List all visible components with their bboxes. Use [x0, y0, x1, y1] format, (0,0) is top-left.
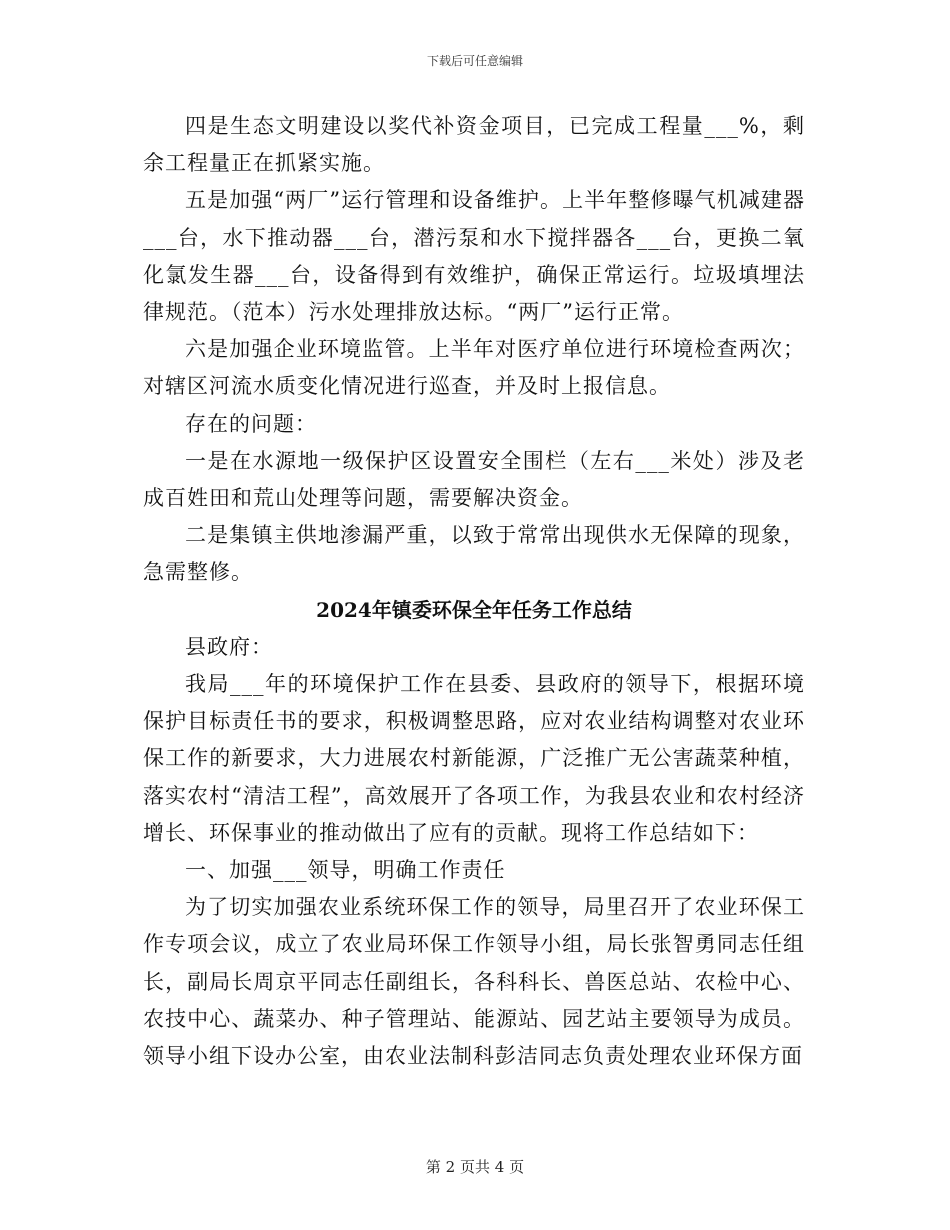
document-title: 2024年镇委环保全年任务工作总结	[316, 597, 632, 622]
paragraph-enterprise-monitoring: 六是加强企业环境监管。上半年对医疗单位进行环境检查两次；对辖区河流水质变化情况进行巡查，并及时上报信息。	[143, 337, 805, 399]
paragraph-plant-maintenance: 五是加强“两厂”运行管理和设备维护。上半年整修曝气机减建器___台，水下推动器___台，潜污泵和水下搅拌器各___台，更换二氧化氯发生器___台，设备得到有效维护，确保正常运行。垃圾填埋法律规范。（范本）污水处理排放达标。“两厂”运行正常。	[143, 188, 805, 325]
paragraph-problem-one: 一是在水源地一级保护区设置安全围栏（左右___米处）涉及老成百姓田和荒山处理等问题，需要解决资金。	[143, 448, 805, 511]
paragraph-problem-two: 二是集镇主供地渗漏严重，以致于常常出现供水无保障的现象，急需整修。	[143, 523, 805, 585]
paragraph-problems-heading: 存在的问题：	[185, 411, 317, 436]
paragraph-eco-project: 四是生态文明建设以奖代补资金项目，已完成工程量___%，剩余工程量正在抓紧实施。	[143, 114, 805, 176]
paragraph-salutation: 县政府：	[185, 634, 273, 659]
page-header: 下载后可任意编辑	[426, 54, 523, 68]
paragraph-leadership: 为了切实加强农业系统环保工作的领导，局里召开了农业环保工作专项会议，成立了农业局环保工作领导小组，局长张智勇同志任组长，副局长周京平同志任副组长，各科科长、兽医总站、农检中心、农技中心、蔬菜办、种子管理站、能源站、园艺站主要领导为成员。领导小组下设办公室，由农业法制科彭洁同志负责处理农业环保方面	[143, 895, 805, 1069]
paragraph-intro: 我局___年的环境保护工作在县委、县政府的领导下，根据环境保护目标责任书的要求，积极调整思路，应对农业结构调整对农业环保工作的新要求，大力进展农村新能源，广泛推广无公害蔬菜种植，落实农村“清洁工程”，高效展开了各项工作，为我县农业和农村经济增长、环保事业的推动做出了应有的贡献。现将工作总结如下：	[143, 672, 805, 845]
paragraph-section-heading: 一、加强___领导，明确工作责任	[185, 858, 506, 883]
document-body	[143, 108, 805, 1075]
page-footer: 第 2 页共 4 页	[425, 1158, 525, 1176]
